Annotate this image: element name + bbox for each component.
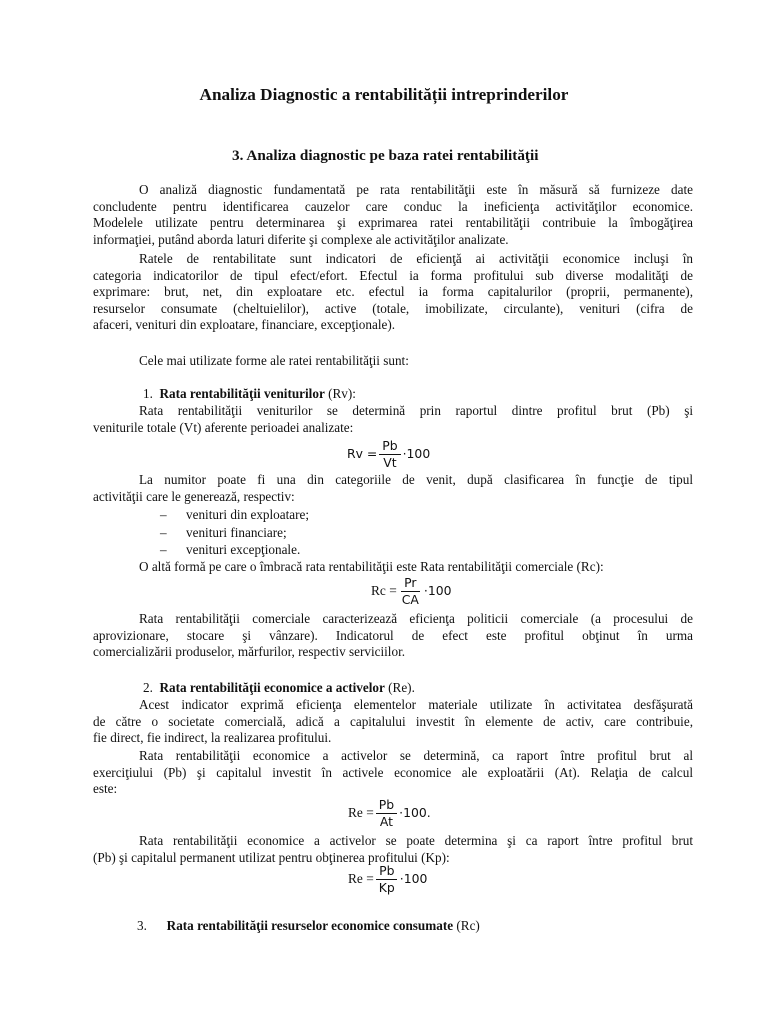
item-1-paragraph-3: O altă formă pe care o îmbracă rata rentabilităţii este Rata rentabilităţii comerciale (Rc): bbox=[139, 559, 604, 574]
intro-paragraph-1 bbox=[93, 182, 693, 248]
intro-paragraph-2 bbox=[93, 251, 693, 334]
item-2-paragraph-2 bbox=[93, 748, 693, 798]
text-line: comercializării produselor, mărfurilor, respectiv serviciilor. bbox=[93, 644, 406, 660]
text-line: resurselor consumate (cheltuielilor), active (totale, imobilizate, circulante), venituri (cifra de bbox=[93, 300, 693, 316]
text-line: veniturile totale (Vt) aferente perioadei analizate: bbox=[93, 419, 354, 435]
text-line: La numitor poate fi una din categoriile de venit, după clasificarea în funcţie de tipul bbox=[139, 472, 693, 487]
item-number: 1. bbox=[143, 386, 153, 401]
item-1-paragraph-4 bbox=[93, 611, 693, 661]
formula-re-at bbox=[348, 798, 431, 829]
formula-tail: ·100 bbox=[423, 583, 452, 599]
item-number: 3. bbox=[137, 918, 147, 933]
text-line: Rata rentabilităţii veniturilor se determină prin raportul dintre profitul brut (Pb) şi bbox=[139, 403, 693, 418]
intro-paragraph-3: Cele mai utilizate forme ale ratei rentabilităţii sunt: bbox=[139, 353, 409, 368]
text-line: Rata rentabilităţii economice a activelor se poate determina şi ca raport între profitul brut bbox=[139, 833, 693, 848]
item-symbol: (Rc) bbox=[456, 918, 480, 933]
document-title: Analiza Diagnostic a rentabilității intreprinderilor bbox=[199, 85, 569, 104]
formula-numerator: Pb bbox=[376, 864, 397, 880]
formula-numerator: Pb bbox=[376, 798, 397, 814]
item-symbol: (Re). bbox=[388, 680, 415, 695]
text-line: aprovizionare, stocare şi vânzare). Indicatorul de efect este profitul obţinut în urma bbox=[93, 627, 693, 643]
formula-fraction bbox=[376, 798, 397, 829]
bullet-item bbox=[160, 525, 287, 542]
formula-lhs: Rc = bbox=[371, 583, 397, 599]
item-2-heading bbox=[143, 680, 415, 697]
formula-denominator: Kp bbox=[378, 880, 395, 895]
bullet-dash: – bbox=[160, 525, 167, 540]
formula-lhs: Re = bbox=[348, 871, 374, 887]
text-line: Modelele utilizate pentru determinarea şi exprimarea ratei rentabilităţii contribuie la îmbogăţirea bbox=[93, 215, 693, 231]
formula-rc bbox=[371, 576, 452, 607]
formula-denominator: CA bbox=[401, 592, 419, 607]
formula-denominator: At bbox=[379, 814, 394, 829]
text-line: afaceri, venituri din exploatare, financiare, excepţionale). bbox=[93, 317, 396, 333]
formula-tail: ·100 bbox=[399, 871, 428, 887]
text-line: Acest indicator exprimă eficienţa elementelor materiale utilizate în activitatea desfăşurată bbox=[139, 697, 693, 712]
text-line: Ratele de rentabilitate sunt indicatori de eficienţă ai activităţii economice incluşi în bbox=[139, 251, 693, 266]
formula-rv bbox=[347, 439, 430, 470]
text-line: (Pb) şi capitalul permanent utilizat pentru obţinerea profitului (Kp): bbox=[93, 849, 450, 865]
text-line: activităţii care le generează, respectiv: bbox=[93, 488, 295, 504]
section-heading: 3. Analiza diagnostic pe baza ratei rentabilităţii bbox=[232, 147, 539, 164]
item-3-heading bbox=[137, 918, 480, 935]
text-line: este: bbox=[93, 781, 118, 797]
text-line: Rata rentabilităţii comerciale caracterizează eficienţa politicii comerciale (a procesului de bbox=[139, 611, 693, 626]
text-line: Rata rentabilităţii economice a activelor se determină, ca raport între profitul brut al bbox=[139, 748, 693, 763]
item-title: Rata rentabilităţii veniturilor bbox=[159, 386, 325, 401]
formula-fraction bbox=[376, 864, 398, 895]
bullet-dash: – bbox=[160, 542, 167, 557]
item-2-paragraph-3 bbox=[93, 833, 693, 866]
formula-numerator: Pr bbox=[401, 576, 419, 592]
bullet-text: venituri excepţionale. bbox=[186, 542, 301, 557]
bullet-item bbox=[160, 507, 309, 524]
formula-fraction bbox=[399, 576, 422, 607]
item-1-paragraph-2 bbox=[93, 472, 693, 505]
formula-lhs: Re = bbox=[348, 805, 374, 821]
item-number: 2. bbox=[143, 680, 153, 695]
text-line: exerciţiului (Pb) şi capitalul investit în activele economice ale exploatării (At). Relaţia de calcul bbox=[93, 764, 693, 780]
item-title: Rata rentabilităţii economice a activelor bbox=[159, 680, 385, 695]
text-line: categoria indicatorilor de tipul efect/efort. Efectul ia forma profitului sub diverse modalităţi de bbox=[93, 267, 693, 283]
formula-denominator: Vt bbox=[383, 455, 397, 470]
text-line: concludente pentru identificarea cauzelor care conduc la ineficienţa activităţilor economice. bbox=[93, 198, 693, 214]
formula-tail: ·100. bbox=[399, 805, 431, 821]
bullet-item bbox=[160, 542, 300, 559]
bullet-text: venituri financiare; bbox=[186, 525, 287, 540]
item-2-paragraph-1 bbox=[93, 697, 693, 747]
formula-re-kp bbox=[348, 864, 427, 895]
formula-lhs: Rv = bbox=[347, 446, 378, 462]
text-line: informaţiei, putând aborda laturi diferite şi complexe ale activităţilor analizate. bbox=[93, 231, 509, 247]
text-line: exprimare: brut, net, din exploatare etc. efectul ia forma capitalurilor (proprii, permanente), bbox=[93, 284, 693, 300]
item-1-paragraph-1 bbox=[93, 403, 693, 436]
formula-fraction bbox=[379, 439, 400, 470]
item-title: Rata rentabilităţii resurselor economice consumate bbox=[166, 918, 454, 933]
text-line: de către o societate comercială, adică a capitalului investit în elemente de activ, care contribuie, bbox=[93, 713, 693, 729]
bullet-dash: – bbox=[160, 507, 167, 522]
formula-tail: ·100 bbox=[402, 446, 431, 462]
bullet-text: venituri din exploatare; bbox=[186, 507, 310, 522]
item-symbol: (Rv): bbox=[328, 386, 356, 401]
formula-numerator: Pb bbox=[379, 439, 400, 455]
item-1-heading bbox=[143, 386, 356, 403]
text-line: O analiză diagnostic fundamentată pe rata rentabilităţii este în măsură să furnizeze date bbox=[139, 182, 693, 197]
text-line: fie direct, fie indirect, la realizarea profitului. bbox=[93, 730, 332, 746]
